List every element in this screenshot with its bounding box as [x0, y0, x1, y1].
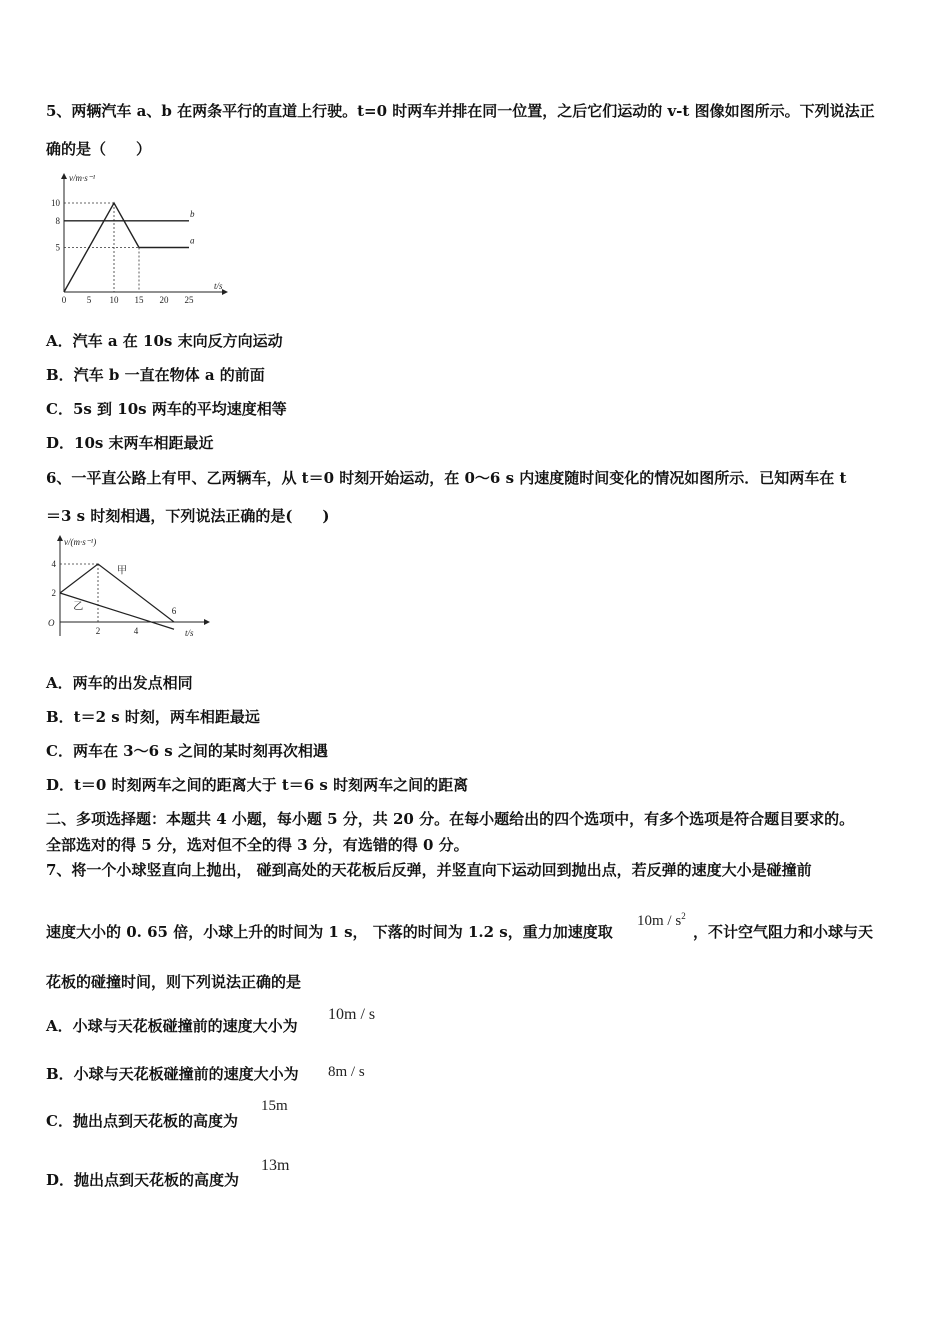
- q6-option-c: C．两车在 3～6 s 之间的某时刻再次相遇: [46, 742, 328, 760]
- q6-y-axis-label: v/(m·s⁻¹): [64, 537, 97, 547]
- q6-stem-line1: 6、一平直公路上有甲、乙两辆车，从 t＝0 时刻开始运动，在 0～6 s 内速度随时间变化的情况如图所示．已知两车在 t: [46, 469, 847, 487]
- q7-option-b: B．小球与天花板碰撞前的速度大小为: [46, 1065, 299, 1083]
- q5-vt-graph: [44, 168, 234, 308]
- q7-gravity-value: $10m / s^2$: [637, 911, 686, 929]
- section2-instructions-line1: 二、多项选择题：本题共 4 小题，每小题 5 分，共 20 分。在每小题给出的四个选项中，有多个选项是符合题目要求的。: [46, 810, 855, 828]
- q5-x-tick-label: 5: [86, 295, 92, 305]
- section2-instructions-line2: 全部选对的得 5 分，选对但不全的得 3 分，有选错的得 0 分。: [46, 836, 469, 854]
- q7-option-d-value: 13m: [261, 1157, 290, 1174]
- q5-y-tick-label: 5: [55, 242, 60, 253]
- q6-option-a: A．两车的出发点相同: [46, 674, 193, 692]
- q5-option-b: B．汽车 b 一直在物体 a 的前面: [46, 366, 265, 384]
- q7-stem-line2b: ，不计空气阻力和小球与天: [693, 923, 874, 941]
- q5-y-tick-label: 10: [51, 198, 60, 208]
- q7-stem-line2a: 速度大小的 0. 65 倍，小球上升的时间为 1 s， 下落的时间为 1.2 s，重力加速度取: [46, 923, 613, 941]
- q6-origin-label: O: [48, 618, 55, 628]
- q7-stem-line1: 7、将一个小球竖直向上抛出， 碰到高处的天花板后反弹，并竖直向下运动回到抛出点，若反弹的速度大小是碰撞前: [46, 861, 812, 879]
- q5-option-d: D．10s 末两车相距最近: [46, 434, 214, 452]
- q6-vt-graph: [44, 532, 214, 647]
- q5-stem-line2: 确的是（ ）: [46, 140, 152, 158]
- q5-option-c: C．5s 到 10s 两车的平均速度相等: [46, 400, 287, 418]
- q6-option-d: D．t＝0 时刻两车之间的距离大于 t＝6 s 时刻两车之间的距离: [46, 776, 469, 794]
- q5-x-tick-label: 10: [109, 295, 119, 305]
- q6-x-tick-label: 2: [95, 626, 101, 636]
- q7-option-a-value: 10m / s: [328, 1006, 376, 1023]
- q7-option-c: C．抛出点到天花板的高度为: [46, 1112, 238, 1130]
- q6-y-tick-label: 4: [51, 559, 56, 569]
- q5-y-axis-label: v/m·s⁻¹: [69, 173, 96, 183]
- q5-series-a: [64, 203, 189, 292]
- q6-x-axis-label: t/s: [185, 628, 194, 638]
- q5-y-tick-label: 8: [55, 215, 60, 226]
- q5-option-a: A．汽车 a 在 10s 末向反方向运动: [46, 332, 283, 350]
- q5-x-axis-label: t/s: [214, 281, 223, 291]
- q7-option-c-value: 15m: [261, 1098, 288, 1114]
- q5-x-tick-label: 20: [159, 295, 169, 305]
- q6-x-tick-label: 4: [133, 626, 139, 636]
- q5-series-b-label: b: [190, 208, 195, 219]
- q7-option-b-value: 8m / s: [328, 1064, 365, 1080]
- q6-y-tick-label: 2: [51, 588, 56, 598]
- q5-stem-line1: 5、两辆汽车 a、b 在两条平行的直道上行驶。t=0 时两车并排在同一位置，之后它们运动的 v-t 图像如图所示。下列说法正: [46, 102, 875, 120]
- q6-series-jia-label: 甲: [117, 565, 127, 577]
- q5-x-tick-label: 25: [184, 295, 194, 305]
- q5-x-tick-label: 0: [61, 295, 67, 305]
- q5-x-tick-label: 15: [134, 295, 144, 305]
- q7-stem-line3: 花板的碰撞时间，则下列说法正确的是: [46, 973, 302, 991]
- q5-series-a-label: a: [190, 235, 195, 246]
- q7-option-d: D．抛出点到天花板的高度为: [46, 1171, 240, 1189]
- q6-stem-line2: ＝3 s 时刻相遇，下列说法正确的是( ): [46, 507, 330, 525]
- q6-option-b: B．t＝2 s 时刻，两车相距最远: [46, 708, 260, 726]
- q6-series-yi-label: 乙: [73, 601, 84, 613]
- q6-x-tick-label: 6: [171, 605, 177, 616]
- q7-option-a: A．小球与天花板碰撞前的速度大小为: [46, 1017, 298, 1035]
